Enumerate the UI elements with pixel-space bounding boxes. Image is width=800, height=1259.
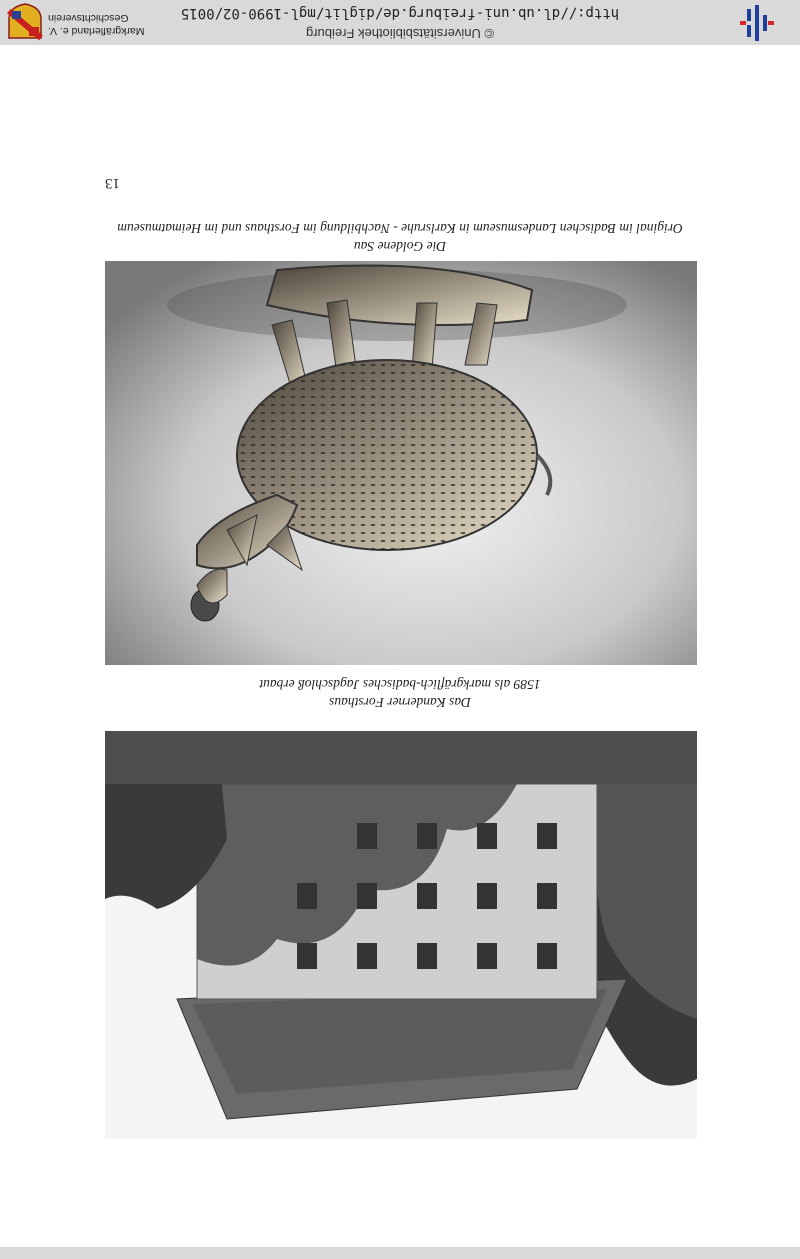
caption-forsthaus-subtitle: 1589 als markgräflich-badisches Jagdschloß erbaut xyxy=(259,677,541,692)
photo-forsthaus xyxy=(105,731,697,1139)
photo-golden-sow xyxy=(105,261,697,665)
publisher-name-line1: Markgräflerland e. V. xyxy=(48,25,145,37)
copyright-text: © Universitätsbibliothek Freiburg xyxy=(305,26,495,41)
publisher-name-line2: Geschichtsverein xyxy=(48,12,129,24)
page-number: 13 xyxy=(105,175,120,191)
publisher-name xyxy=(48,11,168,37)
caption-forsthaus-title: Das Kanderner Forsthaus xyxy=(329,695,471,710)
caption-forsthaus xyxy=(100,675,700,711)
caption-golden-sow-title: Die Goldene Sau xyxy=(353,239,447,254)
golden-sow-image xyxy=(105,261,697,665)
document-url-link[interactable]: http://dl.ub.uni-freiburg.de/diglit/mgl-1990-02/0015 xyxy=(180,5,620,21)
caption-golden-sow-subtitle: Original im Badischen Landesmuseum in Karlsruhe - Nachbildung im Forsthaus und im Heimatmuseum xyxy=(117,221,683,236)
header-bar xyxy=(0,0,800,45)
caption-golden-sow xyxy=(100,219,700,255)
forsthaus-image xyxy=(105,731,697,1139)
footer-bar xyxy=(0,1247,800,1259)
coat-of-arms-icon xyxy=(6,3,44,41)
